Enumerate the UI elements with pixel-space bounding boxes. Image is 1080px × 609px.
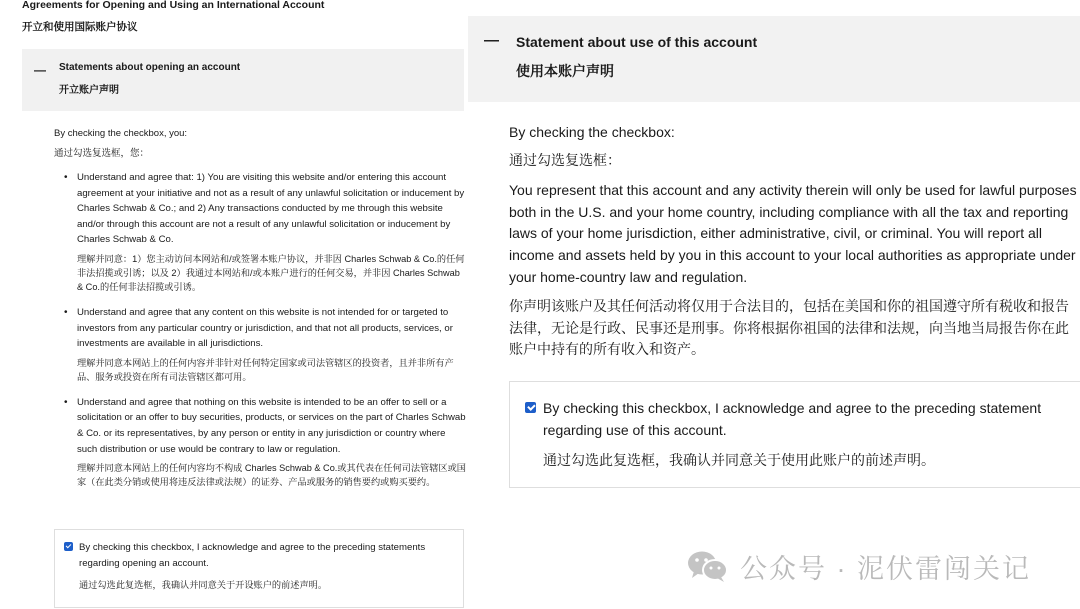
consent-label[interactable]: By checking this checkbox, I acknowledge and agree to the preceding statements regarding opening an account. xyxy=(79,542,426,569)
wechat-icon xyxy=(686,549,730,583)
use-statement-section-header[interactable] xyxy=(468,16,1080,102)
consent-label[interactable]: By checking this checkbox, I acknowledge and agree to the preceding statement regarding use of this account. xyxy=(543,400,1042,438)
watermark xyxy=(686,546,1031,586)
right-panel xyxy=(468,0,1080,609)
intro-zh: 通过勾选复选框，您： xyxy=(54,148,150,159)
list-item-en: Understand and agree that nothing on this website is intended to be an offer to sell or a solicitation or an offer to buy securities, products, or services on the part of Charles Schwab & Co. or its representatives, by any person or entity in any jurisdiction or country where such distribution or use would be contrary to law or regulation. xyxy=(77,396,466,455)
left-panel xyxy=(0,0,468,609)
list-item-zh: 理解并同意本网站上的任何内容并非针对任何特定国家或司法管辖区的投资者，且并非所有产品、服务或投资在所有司法管辖区都可用。 xyxy=(77,357,454,382)
consent-label-zh: 通过勾选此复选框，我确认并同意关于开设账户的前述声明。 xyxy=(79,580,328,590)
intro-en: By checking the checkbox, you: xyxy=(54,128,188,139)
list-item-zh: 理解并同意：1）您主动访问本网站和/或签署本账户协议，并非因 Charles Schwab & Co.的任何非法招揽或引诱；以及 2）我通过本网站和/或本账户进行的任何交易，并非因 Charles Schwab & Co.的任何非法招揽或引诱。 xyxy=(77,253,465,292)
bullet-icon: • xyxy=(64,172,68,183)
list-item-en: Understand and agree that any content on this website is not intended for or targeted to investors from any particular country or jurisdiction, and that not all products, services, or investments are available in all jurisdictions. xyxy=(77,306,453,350)
intro-text xyxy=(509,118,675,174)
intro-en: By checking the checkbox: xyxy=(509,124,675,140)
bullet-icon: • xyxy=(64,306,68,318)
collapse-icon[interactable]: — xyxy=(34,63,46,77)
list-item-zh: 理解并同意本网站上的任何内容均不构成 Charles Schwab & Co.或其代表在任何司法管辖区或国家（在此类分销或使用将违反法律或法规）的证券、产品或服务的销售要约或购买要约。 xyxy=(77,463,466,488)
collapse-icon[interactable]: — xyxy=(484,32,499,49)
section-title-zh: 使用本账户声明 xyxy=(516,63,614,79)
opening-statement-section-header[interactable] xyxy=(22,49,464,111)
use-consent-box xyxy=(509,381,1080,488)
list-item-en: Understand and agree that: 1) You are visiting this website and/or entering this account agreement at your initiative and not as a result of any unlawful solicitation or inducement by Charles Schwab & Co.; and 2) Any transactions conducted by me through this website and/or through this account are not a result of any unlawful solicitation or inducement by Charles Schwab & Co. xyxy=(77,172,465,246)
statement-body: You represent that this account and any activity therein will only be used for lawful purposes both in the U.S. and your home country, including compliance with all the tax and reporting laws of your home jurisdiction, either administrative, civil, or criminal. You will report all income and assets held by you in this account to your local authorities as appropriate under your home-country law and regulation. xyxy=(509,182,1077,285)
section-title-zh: 开立账户声明 xyxy=(59,85,119,96)
section-title: Statement about use of this account xyxy=(516,34,758,50)
opening-consent-checkbox[interactable] xyxy=(64,542,73,551)
list-item xyxy=(60,305,466,384)
watermark-text: 公众号 · 泥伏雷闯关记 xyxy=(740,553,1031,584)
use-consent-checkbox[interactable] xyxy=(525,402,536,413)
intro-text xyxy=(54,124,187,164)
statement-body-zh: 你声明该账户及其任何活动将仅用于合法目的，包括在美国和你的祖国遵守所有税收和报告法律，无论是行政、民事还是刑事。你将根据你祖国的法律和法规，向当地当局报告你在此账户中持有的所有收入和资产。 xyxy=(509,298,1069,358)
page-title: Agreements for Opening and Using an International Account xyxy=(22,0,325,11)
list-item xyxy=(60,170,466,294)
page-title-zh: 开立和使用国际账户协议 xyxy=(22,21,138,33)
section-title: Statements about opening an account xyxy=(59,62,241,73)
opening-consent-box xyxy=(54,529,464,608)
intro-zh: 通过勾选复选框： xyxy=(509,152,621,168)
list-item xyxy=(60,395,466,489)
consent-label-zh: 通过勾选此复选框，我确认并同意关于使用此账户的前述声明。 xyxy=(543,452,935,468)
bullet-icon: • xyxy=(64,396,68,408)
statement-list xyxy=(60,170,466,500)
